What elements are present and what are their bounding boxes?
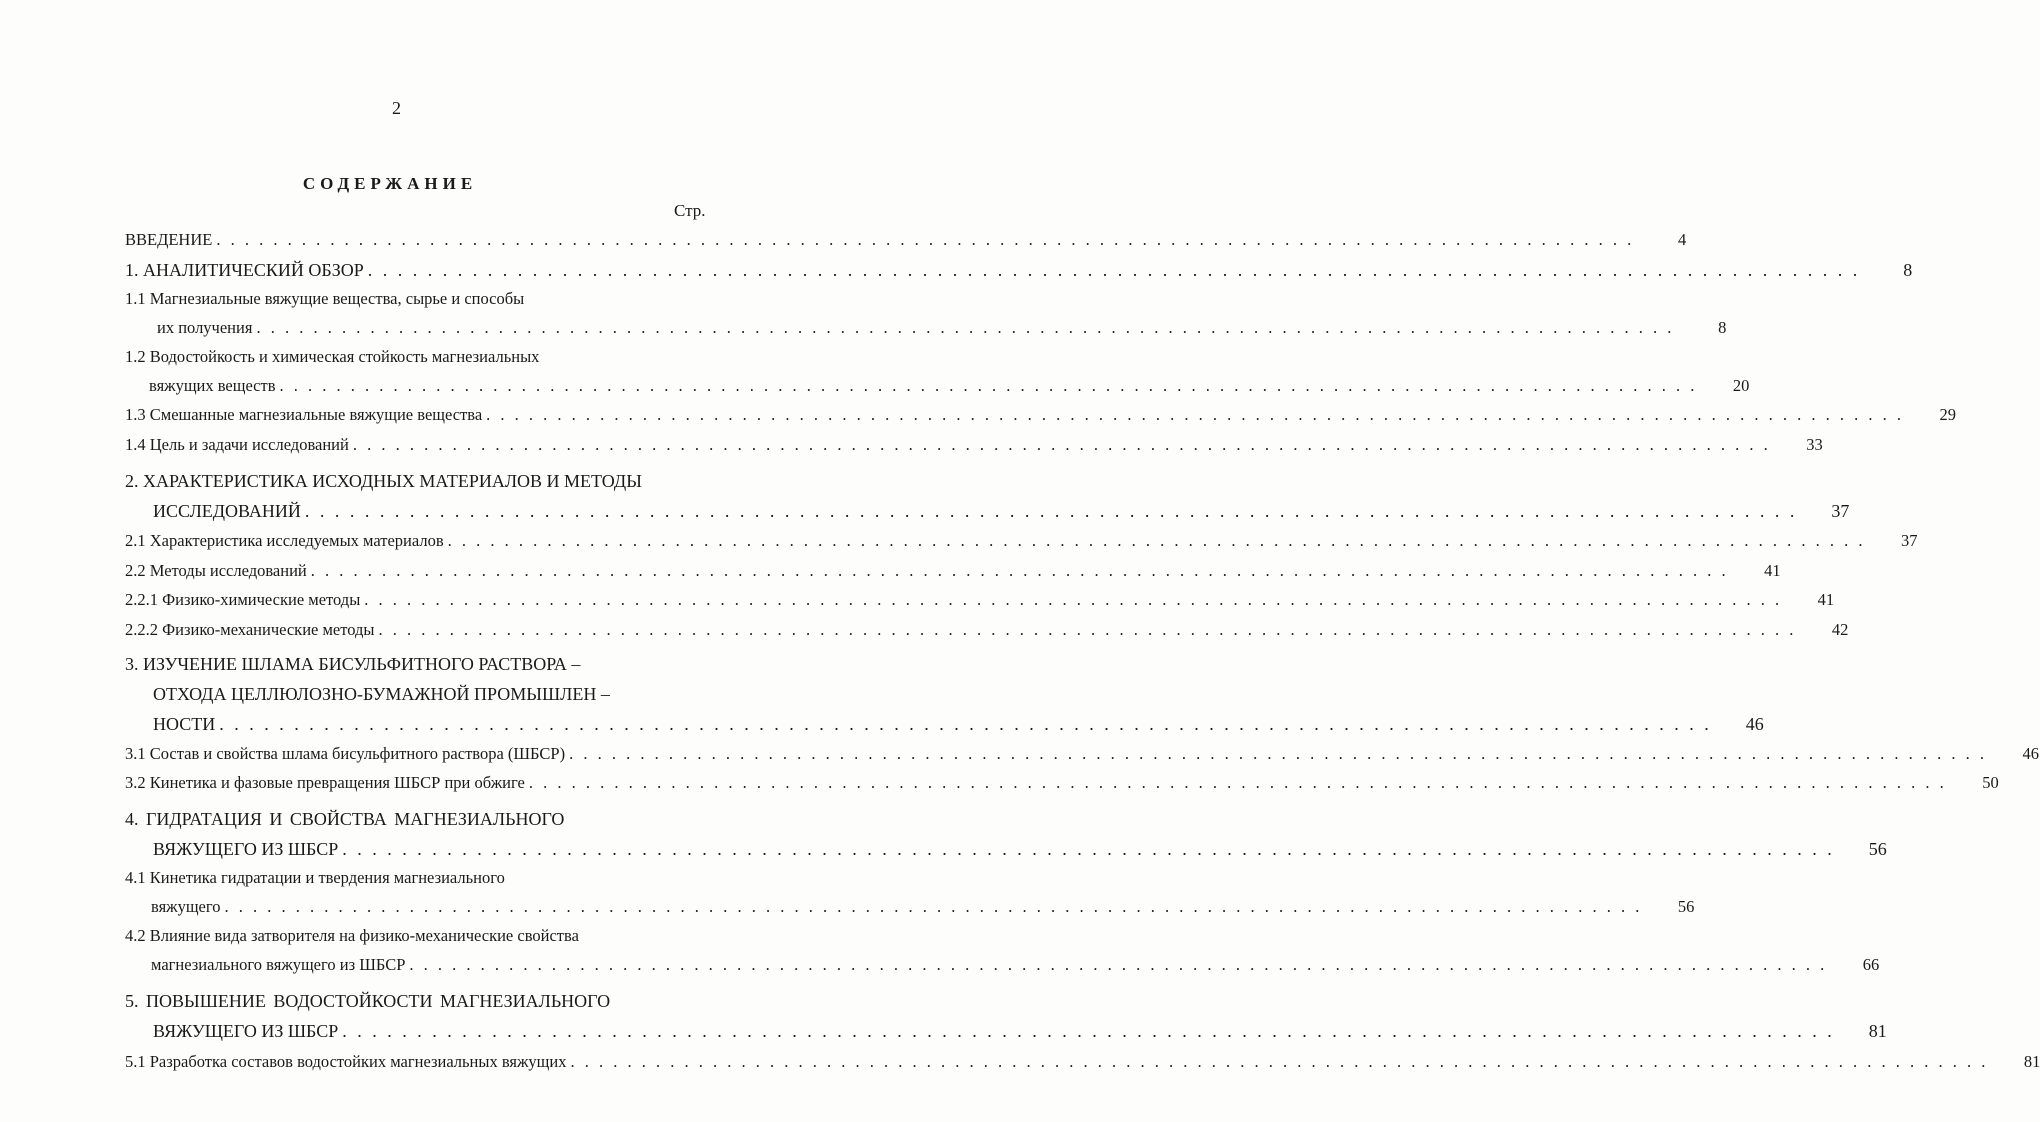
toc-entry-section-3-2[interactable] [125, 772, 1999, 794]
toc-entry-section-2-2-1[interactable] [125, 589, 1835, 611]
toc-entry-section-1-3[interactable] [125, 404, 1957, 426]
leader-dots: . . . . . . . . . . . . . . . . . . . . . . . . . . . . . . . . . . . . . . . . . . . . . . . . . . . . . . . . . . . . . . . . . . . . . . . . . . . . . . . . . . . . . . . . . . . . . . . . . . . . [279, 376, 1698, 395]
leader-dots: . . . . . . . . . . . . . . . . . . . . . . . . . . . . . . . . . . . . . . . . . . . . . . . . . . . . . . . . . . . . . . . . . . . . . . . . . . . . . . . . . . . . . . . . . . . . . . . . . . . . [447, 531, 1866, 550]
toc-entry-title: НОСТИ [153, 714, 216, 734]
toc-entry-title-line: 3. ИЗУЧЕНИЕ ШЛАМА БИСУЛЬФИТНОГО РАСТВОРА – [125, 654, 581, 674]
toc-entry-section-2-1[interactable] [125, 530, 1918, 552]
toc-entry-title: 1.4 Цель и задачи исследований [125, 435, 349, 454]
leader-dots: . . . . . . . . . . . . . . . . . . . . . . . . . . . . . . . . . . . . . . . . . . . . . . . . . . . . . . . . . . . . . . . . . . . . . . . . . . . . . . . . . . . . . . . . . . . . . . . . . . . . [216, 230, 1635, 249]
toc-entry-section-1-4[interactable] [125, 434, 1823, 456]
toc-entry-title: 2.2.1 Физико-химические методы [125, 590, 361, 609]
toc-entry-page: 29 [1939, 405, 1957, 424]
toc-entry-title-line: ОТХОДА ЦЕЛЛЮЛОЗНО-БУМАЖНОЙ ПРОМЫШЛЕН – [153, 684, 610, 704]
toc-entry-title-line: 1.1 Магнезиальные вяжущие вещества, сырье и способы [125, 289, 525, 308]
toc-title: СОДЕРЖАНИЕ [302, 174, 478, 193]
toc-entry-page: 4 [1677, 230, 1687, 249]
toc-entry-section-3-1[interactable] [125, 743, 2039, 765]
toc-entry-page: 37 [1831, 501, 1850, 521]
leader-dots: . . . . . . . . . . . . . . . . . . . . . . . . . . . . . . . . . . . . . . . . . . . . . . . . . . . . . . . . . . . . . . . . . . . . . . . . . . . . . . . . . . . . . . . . . . . . . . . . . . . . [219, 714, 1712, 734]
toc-entry-chapter-4[interactable] [125, 808, 1887, 860]
toc-entry-title: 1. АНАЛИТИЧЕСКИЙ ОБЗОР [125, 260, 364, 280]
leader-dots: . . . . . . . . . . . . . . . . . . . . . . . . . . . . . . . . . . . . . . . . . . . . . . . . . . . . . . . . . . . . . . . . . . . . . . . . . . . . . . . . . . . . . . . . . . . . . . . . . . . . [367, 260, 1861, 280]
toc-entry-title: ИССЛЕДОВАНИЙ [153, 501, 301, 521]
leader-dots: . . . . . . . . . . . . . . . . . . . . . . . . . . . . . . . . . . . . . . . . . . . . . . . . . . . . . . . . . . . . . . . . . . . . . . . . . . . . . . . . . . . . . . . . . . . . . . . . . . . . [342, 839, 1835, 859]
toc-entry-chapter-5[interactable] [125, 990, 1887, 1042]
leader-dots: . . . . . . . . . . . . . . . . . . . . . . . . . . . . . . . . . . . . . . . . . . . . . . . . . . . . . . . . . . . . . . . . . . . . . . . . . . . . . . . . . . . . . . . . . . . . . . . . . . . . [528, 773, 1947, 792]
leader-dots: . . . . . . . . . . . . . . . . . . . . . . . . . . . . . . . . . . . . . . . . . . . . . . . . . . . . . . . . . . . . . . . . . . . . . . . . . . . . . . . . . . . . . . . . . . . . . . . . . . . . [304, 501, 1798, 521]
leader-dots: . . . . . . . . . . . . . . . . . . . . . . . . . . . . . . . . . . . . . . . . . . . . . . . . . . . . . . . . . . . . . . . . . . . . . . . . . . . . . . . . . . . . . . . . . . . . . . . . . . . . [486, 405, 1905, 424]
toc-entry-title: 2.2 Методы исследований [125, 561, 307, 580]
toc-entry-title-line: 1.2 Водостойкость и химическая стойкость магнезиальных [125, 347, 540, 366]
toc-entry-chapter-3[interactable] [125, 653, 1764, 735]
toc-entry-page: 41 [1764, 561, 1781, 580]
leader-dots: . . . . . . . . . . . . . . . . . . . . . . . . . . . . . . . . . . . . . . . . . . . . . . . . . . . . . . . . . . . . . . . . . . . . . . . . . . . . . . . . . . . . . . . . . . . . . . . . . . . . [364, 590, 1783, 609]
toc-entry-section-5-1[interactable] [125, 1051, 2040, 1073]
toc-entry-page: 8 [1718, 318, 1727, 337]
toc-entry-title: 1.3 Смешанные магнезиальные вяжущие вещества [125, 405, 483, 424]
toc-entry-title-line: 4.2 Влияние вида затворителя на физико-механические свойства [125, 926, 579, 945]
toc-entry-introduction[interactable] [125, 229, 1687, 251]
toc-entry-section-1-1[interactable] [125, 288, 1727, 339]
toc-entry-title-line: 2. ХАРАКТЕРИСТИКА ИСХОДНЫХ МАТЕРИАЛОВ И МЕТОДЫ [125, 471, 642, 491]
toc-entry-page: 56 [1868, 839, 1887, 859]
toc-entry-page: 33 [1806, 435, 1823, 454]
toc-entry-page: 46 [1745, 714, 1764, 734]
toc-entry-title: 3.2 Кинетика и фазовые превращения ШБСР при обжиге [125, 773, 525, 792]
toc-entry-page: 56 [1677, 897, 1695, 916]
leader-dots: . . . . . . . . . . . . . . . . . . . . . . . . . . . . . . . . . . . . . . . . . . . . . . . . . . . . . . . . . . . . . . . . . . . . . . . . . . . . . . . . . . . . . . . . . . . . . . . . . . . . [224, 897, 1643, 916]
toc-entry-title-line: 5. ПОВЫШЕНИЕ ВОДОСТОЙКОСТИ МАГНЕЗИАЛЬНОГО [125, 991, 611, 1011]
toc-entry-title: магнезиального вяжущего из ШБСР [151, 955, 406, 974]
toc-entry-title: вяжущего [151, 897, 221, 916]
toc-entry-page: 46 [2022, 744, 2039, 763]
toc-entry-title-line: 4. ГИДРАТАЦИЯ И СВОЙСТВА МАГНЕЗИАЛЬНОГО [125, 809, 565, 829]
toc-entry-title: вяжущих веществ [149, 376, 276, 395]
toc-entry-title: 2.2.2 Физико-механические методы [125, 620, 375, 639]
toc-entry-page: 42 [1831, 620, 1849, 639]
toc-entry-page: 66 [1862, 955, 1880, 974]
leader-dots: . . . . . . . . . . . . . . . . . . . . . . . . . . . . . . . . . . . . . . . . . . . . . . . . . . . . . . . . . . . . . . . . . . . . . . . . . . . . . . . . . . . . . . . . . . . . . . . . . . . . [256, 318, 1675, 337]
toc-entry-chapter-1[interactable] [125, 259, 1913, 281]
toc-entry-chapter-2[interactable] [125, 470, 1850, 522]
toc-entry-title: 3.1 Состав и свойства шлама бисульфитного раствора (ШБСР) [125, 744, 566, 763]
toc-entry-title: их получения [157, 318, 253, 337]
toc-entry-title-line: 4.1 Кинетика гидратации и твердения магнезиального [125, 868, 505, 887]
toc-entry-page: 50 [1982, 773, 1999, 792]
toc-entry-title: 2.1 Характеристика исследуемых материалов [125, 531, 444, 550]
page-number: 2 [392, 98, 401, 118]
toc-entry-page: 20 [1732, 376, 1750, 395]
toc-entry-section-2-2-2[interactable] [125, 619, 1849, 641]
toc-entry-page: 41 [1817, 590, 1835, 609]
leader-dots: . . . . . . . . . . . . . . . . . . . . . . . . . . . . . . . . . . . . . . . . . . . . . . . . . . . . . . . . . . . . . . . . . . . . . . . . . . . . . . . . . . . . . . . . . . . . . . . . . . . . [378, 620, 1797, 639]
leader-dots: . . . . . . . . . . . . . . . . . . . . . . . . . . . . . . . . . . . . . . . . . . . . . . . . . . . . . . . . . . . . . . . . . . . . . . . . . . . . . . . . . . . . . . . . . . . . . . . . . . . . [310, 561, 1729, 580]
toc-entry-section-2-2[interactable] [125, 560, 1781, 582]
toc-entry-title: ВВЕДЕНИЕ [125, 230, 213, 249]
toc-entry-title: 5.1 Разработка составов водостойких магнезиальных вяжущих [125, 1052, 567, 1071]
toc-entry-title: ВЯЖУЩЕГО ИЗ ШБСР [153, 839, 339, 859]
toc-entry-section-1-2[interactable] [125, 346, 1750, 397]
toc-entry-page: 8 [1903, 260, 1913, 280]
toc-entry-page: 81 [1868, 1021, 1887, 1041]
leader-dots: . . . . . . . . . . . . . . . . . . . . . . . . . . . . . . . . . . . . . . . . . . . . . . . . . . . . . . . . . . . . . . . . . . . . . . . . . . . . . . . . . . . . . . . . . . . . . . . . . . . . [409, 955, 1828, 974]
page-column-label: Стр. [674, 201, 706, 220]
toc-entry-title: ВЯЖУЩЕГО ИЗ ШБСР [153, 1021, 339, 1041]
toc-entry-page: 37 [1900, 531, 1918, 550]
leader-dots: . . . . . . . . . . . . . . . . . . . . . . . . . . . . . . . . . . . . . . . . . . . . . . . . . . . . . . . . . . . . . . . . . . . . . . . . . . . . . . . . . . . . . . . . . . . . . . . . . . . . [342, 1021, 1835, 1041]
toc-entry-section-4-2[interactable] [125, 925, 1880, 976]
leader-dots: . . . . . . . . . . . . . . . . . . . . . . . . . . . . . . . . . . . . . . . . . . . . . . . . . . . . . . . . . . . . . . . . . . . . . . . . . . . . . . . . . . . . . . . . . . . . . . . . . . . . [570, 1052, 1989, 1071]
toc-entry-page: 81 [2023, 1052, 2040, 1071]
leader-dots: . . . . . . . . . . . . . . . . . . . . . . . . . . . . . . . . . . . . . . . . . . . . . . . . . . . . . . . . . . . . . . . . . . . . . . . . . . . . . . . . . . . . . . . . . . . . . . . . . . . . [352, 435, 1771, 454]
toc-entry-section-4-1[interactable] [125, 867, 1695, 918]
leader-dots: . . . . . . . . . . . . . . . . . . . . . . . . . . . . . . . . . . . . . . . . . . . . . . . . . . . . . . . . . . . . . . . . . . . . . . . . . . . . . . . . . . . . . . . . . . . . . . . . . . . . [569, 744, 1987, 763]
